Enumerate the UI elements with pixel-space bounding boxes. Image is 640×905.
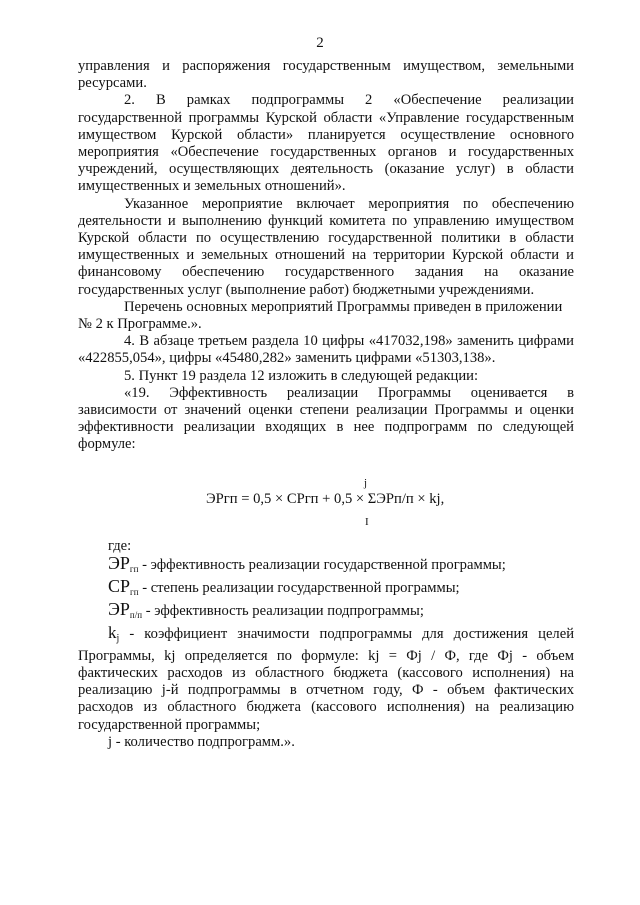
definition-text: - степень реализации государственной программы; <box>138 580 460 597</box>
formula-sum-upper-limit: j <box>364 476 368 489</box>
definition-erGp <box>78 552 574 578</box>
where-label: где: <box>108 537 132 554</box>
formula-expression: ЭРгп = 0,5 × СРгп + 0,5 × ΣЭРп/п × kj, <box>206 490 445 507</box>
efficiency-formula <box>78 458 574 538</box>
document-body <box>78 58 574 751</box>
paragraph-intro: управления и распоряжения государственным имуществом, земельными ресурсами. <box>78 58 574 92</box>
definition-symbol: СР <box>108 576 131 597</box>
paragraph-item-4: 4. В абзаце третьем раздела 10 цифры «417032,198» заменить цифрами «422855,054», цифры «45480,282» заменить цифрами «51303,138». <box>78 333 574 367</box>
definition-kj <box>78 624 574 733</box>
definition-erPp <box>78 601 574 624</box>
definition-j: j - количество подпрограмм.». <box>108 733 295 750</box>
paragraph-item-2: 2. В рамках подпрограммы 2 «Обеспечение реализации государственной программы Курской области «Управление государственным имуществом Курской области» планируется осуществление основного мероприятия «Обеспечение государственных органов и государственных учреждений, осуществляющих деятельность (оказание услуг) в области имущественных и земельных отношений». <box>78 92 574 195</box>
paragraph-item-19: «19. Эффективность реализации Программы оценивается в зависимости от значений оценки степени реализации Программы и оценки эффективности реализации входящих в нее подпрограмм по следующей формуле: <box>78 384 574 453</box>
definition-symbol: k <box>108 623 117 643</box>
paragraph-activity-list-end: № 2 к Программе.». <box>78 316 202 333</box>
definition-subscript: j <box>116 633 120 645</box>
definition-symbol: ЭР <box>108 552 130 573</box>
definition-text: - эффективность реализации подпрограммы; <box>142 603 424 620</box>
definition-srGp <box>78 578 574 601</box>
paragraph-activity-list: Перечень основных мероприятий Программы приведен в приложении <box>124 298 563 315</box>
definition-symbol: ЭР <box>108 599 130 620</box>
formula-sum-lower-limit: I <box>365 515 369 528</box>
definition-subscript: гп <box>129 563 139 574</box>
paragraph-item-5: 5. Пункт 19 раздела 12 изложить в следующей редакции: <box>124 367 479 384</box>
definition-subscript: гп <box>130 587 139 598</box>
definition-subscript: п/п <box>129 610 143 621</box>
definition-text: - эффективность реализации государственной программы; <box>138 556 506 573</box>
definition-text: - коэффициент значимости подпрограммы для достижения целей Программы, kj определяется по формуле: kj = Фj / Ф, где Фj - объем фактических расходов из областного бюджета (кассового исполнения) на реализацию j-й подпрограммы в отчетном году, Ф - объем фактических расходов из областного бюджета (кассового исполнения) на реализацию государственной программы; <box>78 626 574 733</box>
paragraph-measure-description: Указанное мероприятие включает мероприятия по обеспечению деятельности и выполнению функций комитета по управлению имуществом Курской области по осуществлению государственной политики в области имущественных и земельных отношений на территории Курской области и финансовому обеспечению государственного задания на оказание государственных услуг (выполнение работ) бюджетными учреждениями. <box>78 195 574 298</box>
page-number: 2 <box>316 35 324 51</box>
